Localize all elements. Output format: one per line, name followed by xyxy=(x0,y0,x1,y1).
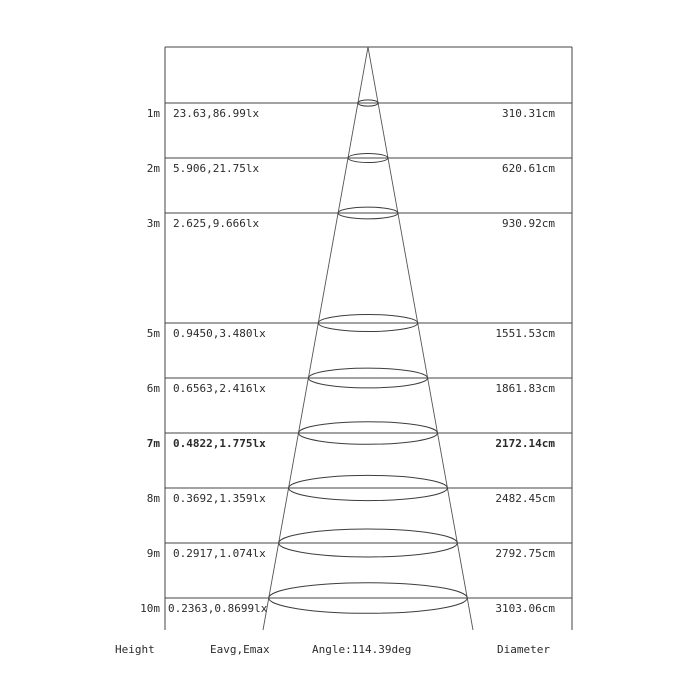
row-diameter-value: 620.61cm xyxy=(502,162,555,175)
row-height-label: 8m xyxy=(146,492,160,505)
row-illuminance-value: 0.2363,0.8699lx xyxy=(168,602,268,615)
row-illuminance-value: 2.625,9.666lx xyxy=(173,217,260,230)
row-diameter-value: 2482.45cm xyxy=(495,492,555,505)
row-illuminance-value: 0.3692,1.359lx xyxy=(173,492,266,505)
row-diameter-value: 1861.83cm xyxy=(495,382,555,395)
height-row xyxy=(147,529,572,560)
height-row xyxy=(147,368,572,395)
row-diameter-value: 2792.75cm xyxy=(495,547,555,560)
row-height-label: 10m xyxy=(140,602,160,615)
row-height-label: 5m xyxy=(146,327,160,340)
row-illuminance-value: 0.9450,3.480lx xyxy=(173,327,266,340)
footer-values-label: Eavg,Emax xyxy=(210,643,270,656)
row-illuminance-value: 0.2917,1.074lx xyxy=(173,547,266,560)
row-diameter-value: 310.31cm xyxy=(502,107,555,120)
height-row xyxy=(147,475,572,505)
height-row xyxy=(147,314,572,340)
row-height-label: 3m xyxy=(146,217,160,230)
row-illuminance-value: 0.6563,2.416lx xyxy=(173,382,266,395)
row-diameter-value: 930.92cm xyxy=(502,217,555,230)
height-row xyxy=(147,100,572,120)
height-row xyxy=(147,154,572,176)
height-row xyxy=(147,422,572,450)
footer-height-label: Height xyxy=(115,643,155,656)
row-diameter-value: 2172.14cm xyxy=(495,437,555,450)
footer-diameter-label: Diameter xyxy=(497,643,550,656)
row-illuminance-value: 23.63,86.99lx xyxy=(173,107,260,120)
row-height-label: 6m xyxy=(146,382,160,395)
row-diameter-value: 3103.06cm xyxy=(495,602,555,615)
row-height-label: 1m xyxy=(146,107,160,120)
height-row xyxy=(140,583,572,615)
row-height-label: 9m xyxy=(146,547,160,560)
row-diameter-value: 1551.53cm xyxy=(495,327,555,340)
row-illuminance-value: 5.906,21.75lx xyxy=(173,162,260,175)
footer-angle-label: Angle:114.39deg xyxy=(312,643,412,656)
height-row xyxy=(147,207,572,230)
footer xyxy=(115,643,550,656)
row-height-label: 2m xyxy=(146,162,160,175)
height-rows xyxy=(140,100,572,615)
row-height-label: 7m xyxy=(146,437,160,450)
row-illuminance-value: 0.4822,1.775lx xyxy=(173,437,266,450)
